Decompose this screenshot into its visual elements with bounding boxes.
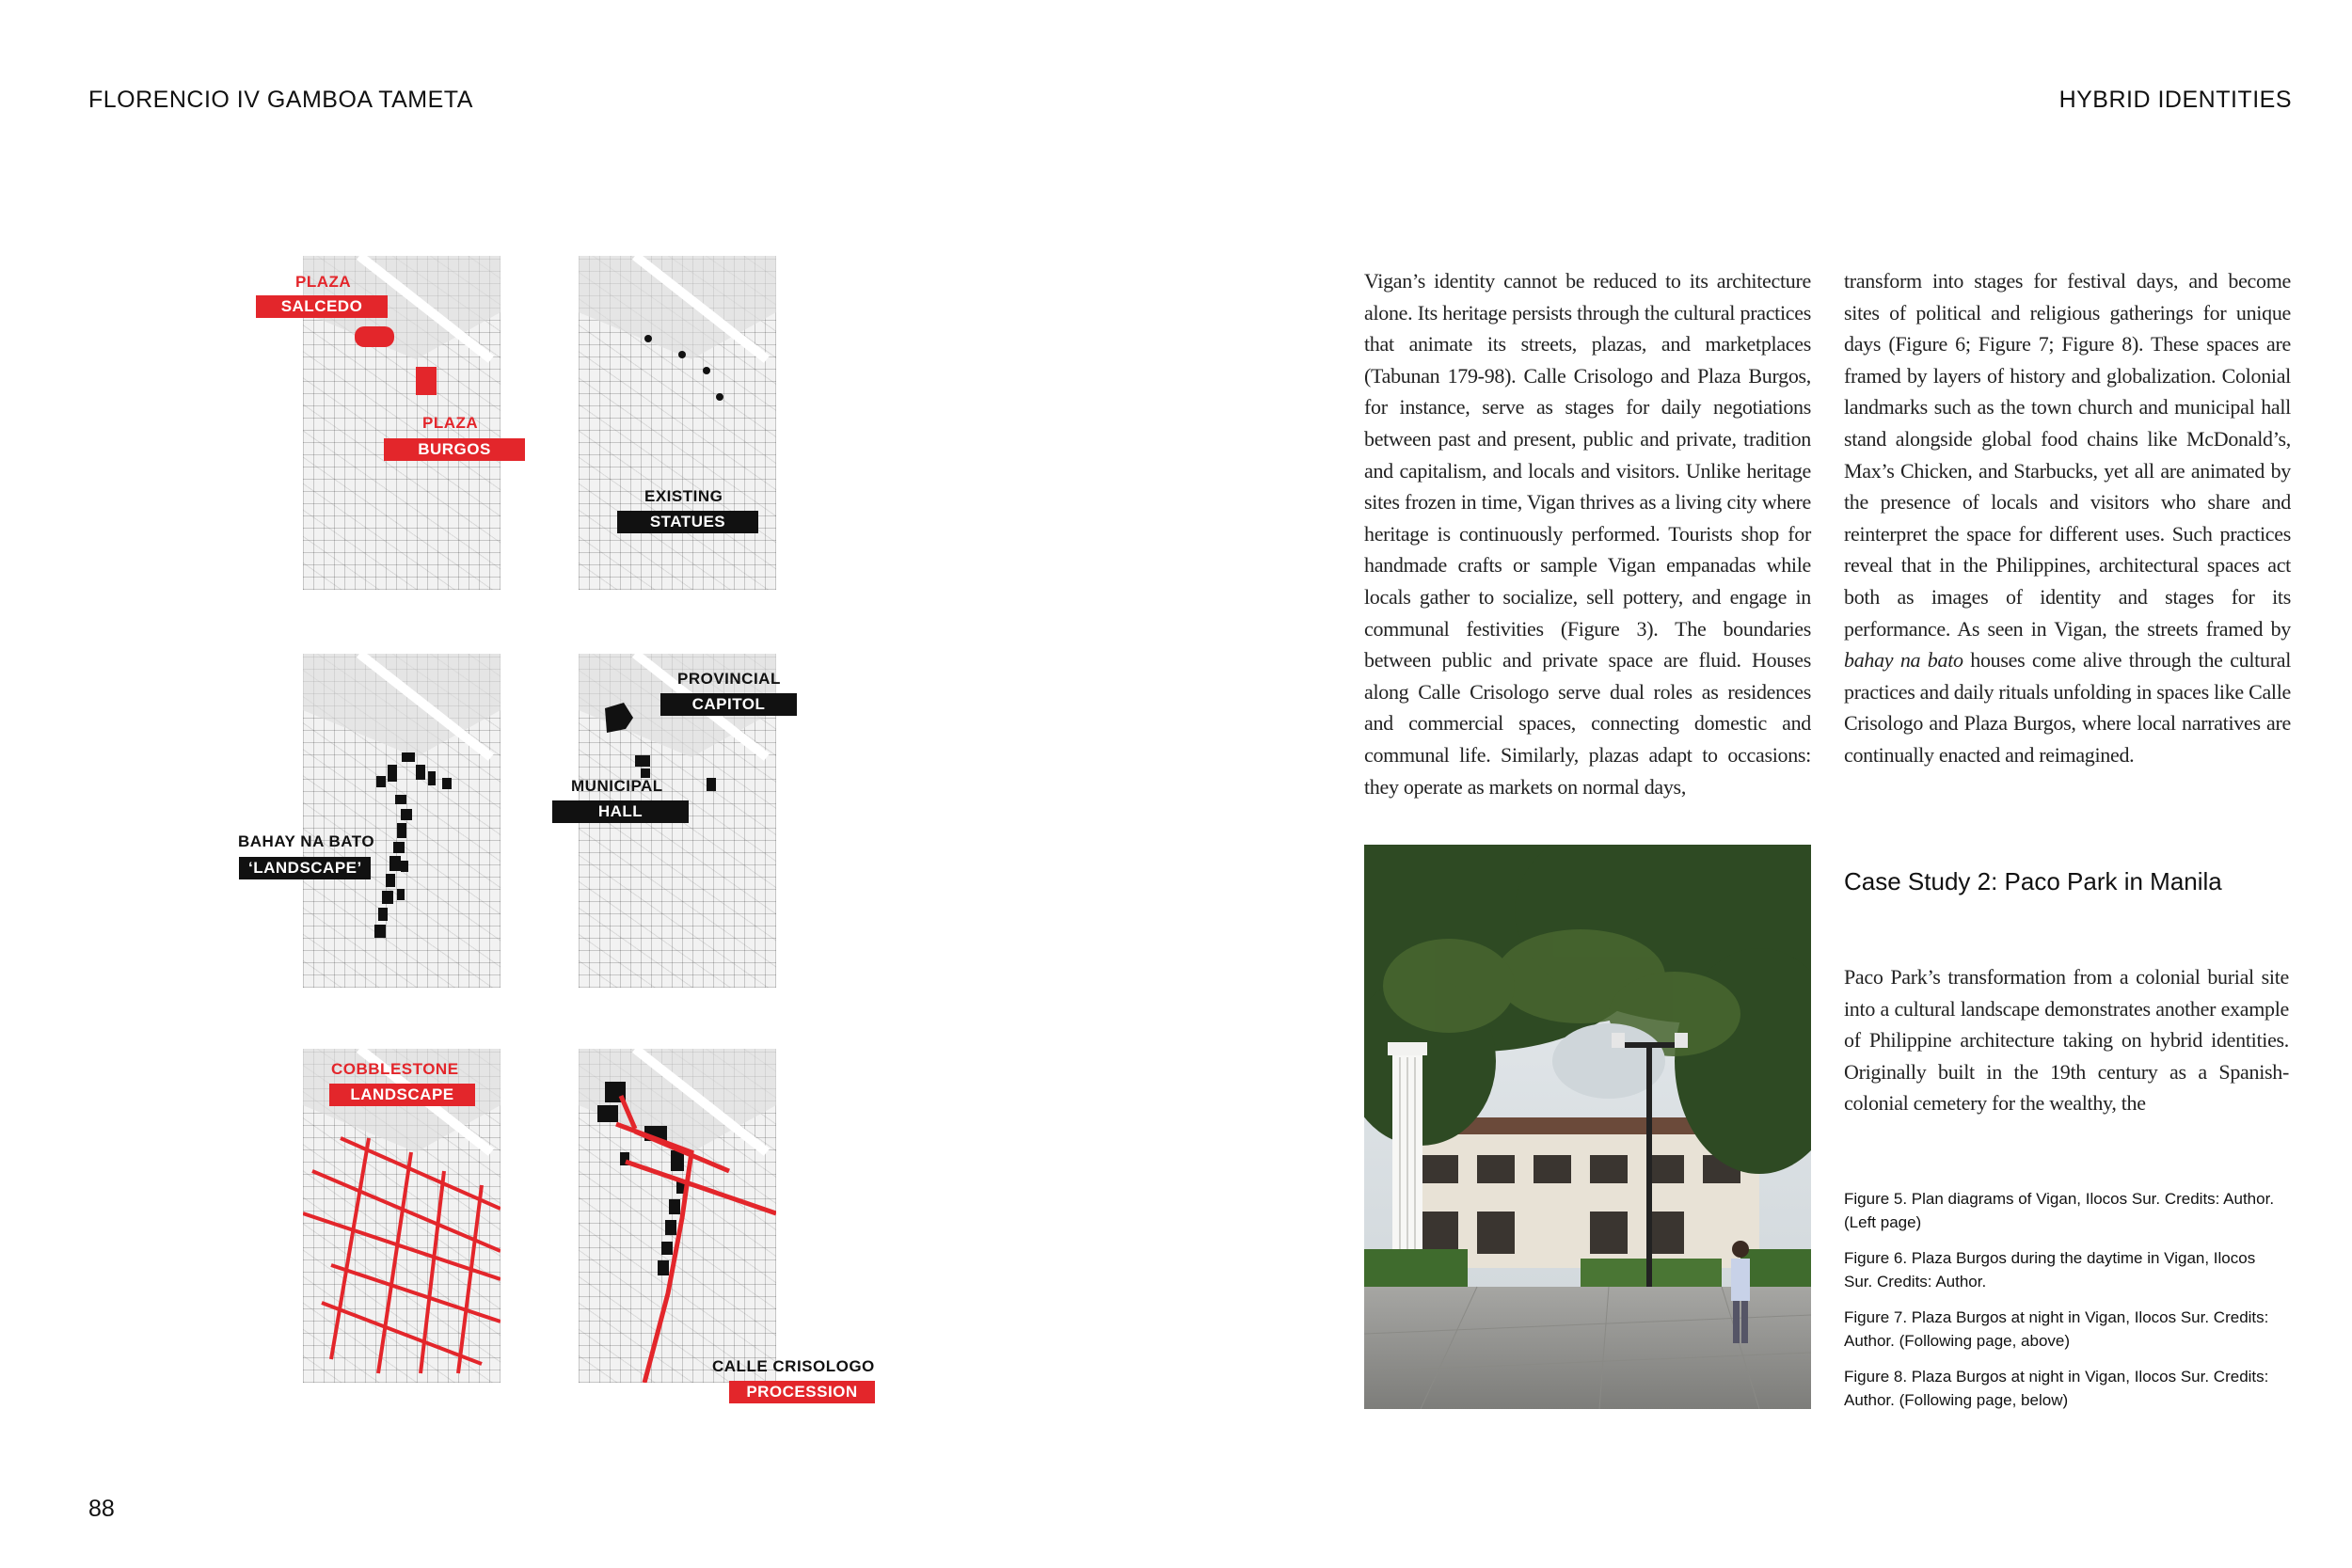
label-municipal-hall-top: MUNICIPAL bbox=[571, 777, 663, 795]
plaza-burgos-shape bbox=[416, 367, 437, 395]
plaza-salcedo-shape bbox=[355, 326, 394, 347]
page-number: 88 bbox=[88, 1496, 115, 1522]
caption-figure-5: Figure 5. Plan diagrams of Vigan, Ilocos Sur. Credits: Author. (Left page) bbox=[1844, 1190, 2275, 1231]
label-plaza-salcedo-top: PLAZA bbox=[295, 273, 352, 291]
statue-marker bbox=[644, 335, 652, 342]
label-cobblestone: LANDSCAPE bbox=[329, 1084, 475, 1106]
label-plaza-burgos: BURGOS bbox=[384, 438, 525, 461]
label-calle-crisologo: PROCESSION bbox=[729, 1381, 875, 1403]
running-head-title: HYBRID IDENTITIES bbox=[2058, 87, 2292, 113]
plan-diagram-statues bbox=[579, 256, 776, 590]
label-municipal-hall: HALL bbox=[552, 800, 689, 823]
label-plaza-salcedo: SALCEDO bbox=[256, 295, 388, 318]
caption-figure-8: Figure 8. Plaza Burgos at night in Vigan, Ilocos Sur. Credits: Author. (Following page, below) bbox=[1844, 1368, 2269, 1409]
statue-marker bbox=[678, 351, 686, 358]
body-text-segment: houses come alive through the cultural practices and daily rituals unfolding in spaces like Calle Crisologo and Plaza Burgos, where local narratives are continually enacted and reimagined. bbox=[1844, 648, 2292, 767]
case-study-heading: Case Study 2: Paco Park in Manila bbox=[1844, 867, 2222, 895]
body-text-segment: transform into stages for festival days, and become sites of political and religious gatherings for unique days (Figure 6; Figure 7; Figure 8). These spaces are framed by layers of history and globalization. Colonial landmarks such as the town church and municipal hall stand alongside global food chains like McDonald’s, Max’s Chicken, and Starbucks, yet all are animated by the presence of locals and visitors who share and reinterpret the space for different uses. Such practices reveal that in the Philippines, architectural spaces act both as images of identity and stages for its performance. As seen in Vigan, the streets framed by bbox=[1844, 269, 2291, 641]
case-study-text: Paco Park’s transformation from a colonial burial site into a cultural landscape demonstrates another example of Philippine architecture taking on hybrid identities. Originally built in the 19th century as a Spanish-colonial cemetery for the wealthy, the bbox=[1844, 965, 2289, 1116]
label-provincial-capitol: CAPITOL bbox=[660, 693, 797, 716]
label-bahay-na-bato: ‘LANDSCAPE’ bbox=[239, 857, 371, 879]
label-bahay-na-bato-top: BAHAY NA BATO bbox=[238, 832, 375, 850]
plan-diagram-procession bbox=[579, 1049, 776, 1383]
label-existing-statues-top: EXISTING bbox=[644, 487, 723, 505]
municipal-hall-shape bbox=[635, 755, 650, 767]
figure-captions bbox=[1844, 1187, 2286, 1424]
body-text-italic: bahay na bato bbox=[1844, 648, 1963, 673]
statue-marker bbox=[716, 393, 723, 401]
statue-marker bbox=[703, 367, 710, 374]
label-cobblestone-top: COBBLESTONE bbox=[331, 1060, 459, 1078]
body-column-left: Vigan’s identity cannot be reduced to its architecture alone. Its heritage persists through the cultural practices that animate its streets, plazas, and marketplaces (Tabunan 179-98). Calle Crisologo and Plaza Burgos, for instance, serve as stages for daily negotiations between past and present, public and private, tradition and capitalism, and locals and visitors. Unlike heritage sites frozen in time, Vigan thrives as a living city where heritage is continuously performed. Tourists shop for handmade crafts or sample Vigan empanadas while locals gather to socialize, sell pottery, and engage in communal festivities (Figure 3). The boundaries between public and private space are fluid. Houses along Calle Crisologo serve dual roles as residences and commercial spaces, connecting domestic and communal life. Similarly, plazas adapt to occasions: they operate as markets on normal days, bbox=[1364, 269, 1811, 799]
cobblestone-streets bbox=[303, 1138, 501, 1373]
photo-plaza-burgos bbox=[1364, 845, 1811, 1409]
running-head-author: FLORENCIO IV GAMBOA TAMETA bbox=[88, 87, 473, 113]
label-plaza-burgos-top: PLAZA bbox=[422, 414, 479, 432]
label-calle-crisologo-top: CALLE CRISOLOGO bbox=[712, 1357, 875, 1375]
plan-diagram-bahay-na-bato bbox=[303, 654, 501, 988]
body-column-right bbox=[1844, 265, 2291, 771]
caption-figure-7: Figure 7. Plaza Burgos at night in Vigan, Ilocos Sur. Credits: Author. (Following page, above) bbox=[1844, 1308, 2269, 1350]
caption-figure-6: Figure 6. Plaza Burgos during the daytime in Vigan, Ilocos Sur. Credits: Author. bbox=[1844, 1249, 2256, 1291]
label-existing-statues: STATUES bbox=[617, 511, 758, 533]
label-provincial-capitol-top: PROVINCIAL bbox=[677, 670, 781, 688]
